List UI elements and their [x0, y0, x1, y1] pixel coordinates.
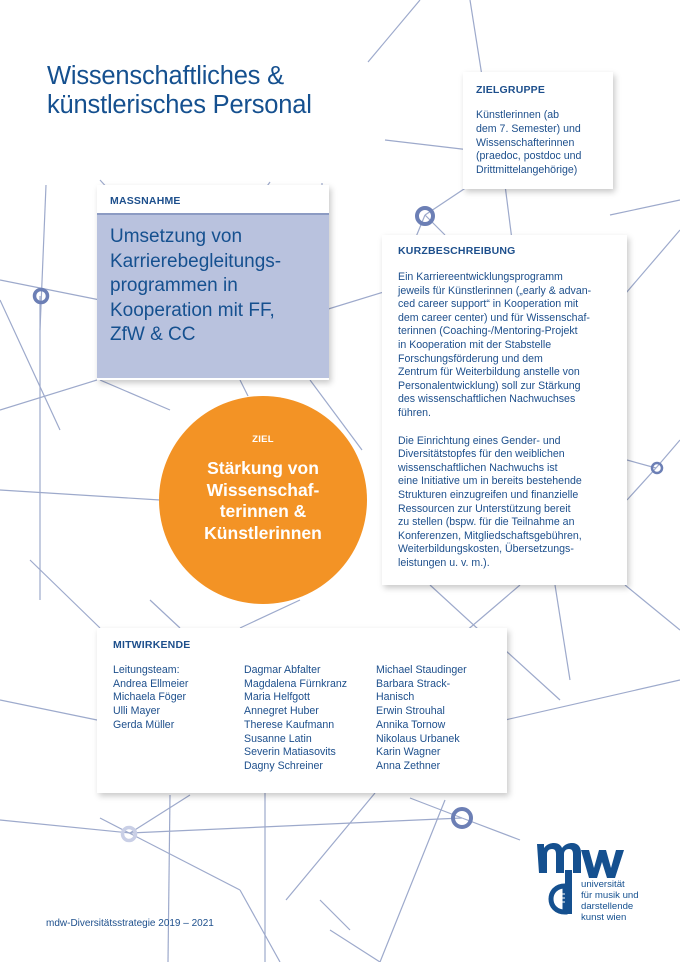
person-name: Nikolaus Urbanek — [376, 732, 460, 745]
mitwirkende-label: MITWIRKENDE — [113, 639, 191, 651]
massnahme-text: Umsetzung von Karrierebegleitungs- programmen in Kooperation mit FF, ZfW & CC — [97, 215, 329, 378]
footer-text: mdw-Diversitätsstrategie 2019 – 2021 — [46, 918, 214, 929]
person-name: Maria Helfgott — [244, 691, 310, 704]
mitwirkende-column — [376, 664, 496, 774]
person-name: Annegret Huber — [244, 705, 319, 718]
person-name: Annika Tornow — [376, 718, 446, 731]
zielgruppe-card — [463, 72, 613, 189]
person-name: Karin Wagner — [376, 746, 441, 759]
network-node — [652, 463, 662, 473]
person-name: Anna Zethner — [376, 759, 441, 772]
logo-text: universität für musik und darstellende kunst wien — [581, 879, 639, 923]
person-name: Gerda Müller — [113, 718, 175, 731]
massnahme-card — [97, 185, 329, 380]
person-name: Ulli Mayer — [113, 705, 161, 718]
mdw-logo — [535, 842, 639, 927]
person-name: Leitungsteam: — [113, 664, 180, 676]
ziel-circle — [159, 396, 367, 604]
kurzbeschreibung-card — [382, 235, 627, 585]
person-name: Dagmar Abfalter — [244, 664, 321, 676]
mitwirkende-column — [244, 664, 376, 774]
kurzbeschreibung-label: KURZBESCHREIBUNG — [398, 245, 516, 257]
person-name: Michaela Föger — [113, 691, 187, 704]
person-name: Severin Matiasovits — [244, 746, 336, 759]
mitwirkende-column — [113, 664, 244, 774]
ziel-text: Stärkung von Wissenschaf- terinnen & Künstlerinnen — [204, 458, 322, 543]
person-name: Magdalena Fürnkranz — [244, 677, 348, 690]
person-name: Erwin Strouhal — [376, 705, 445, 718]
massnahme-header — [97, 185, 329, 215]
mitwirkende-columns — [113, 664, 507, 774]
network-node — [123, 828, 136, 841]
person-name: Barbara Strack- — [376, 677, 451, 690]
person-name: Dagny Schreiner — [244, 759, 323, 772]
zielgruppe-label: ZIELGRUPPE — [476, 84, 546, 96]
ziel-label: ZIEL — [252, 434, 274, 445]
massnahme-label: MASSNAHME — [110, 195, 181, 207]
title-line-1: Wissenschaftliches & — [47, 62, 284, 90]
zielgruppe-text: Künstlerinnen (ab dem 7. Semester) und Wissenschafterinnen (praedoc, postdoc und Drittmittelangehörige) — [476, 109, 582, 177]
person-name: Michael Staudinger — [376, 664, 467, 676]
title-line-2: künstlerisches Personal — [47, 91, 312, 119]
mitwirkende-card — [97, 628, 507, 793]
person-name: Andrea Ellmeier — [113, 677, 189, 690]
kurzbeschreibung-paragraph: Ein Karriereentwicklungsprogramm jeweils für Künstlerinnen („early & advan- ced career support“ in Kooperation mit dem career center) und für Wissenschaf- terinnen (Coaching-/Mentoring-Projekt in Kooperation mit der Stabstelle Forschungsförderung und dem Zentrum für Weiterbildung anstelle von Personalentwicklung) soll zur Stärkung des wissenschaftlichen Nachwuchses führen. — [398, 271, 592, 419]
person-name: Susanne Latin — [244, 732, 312, 745]
person-name: Therese Kaufmann — [244, 718, 335, 731]
page-title — [47, 62, 312, 120]
kurzbeschreibung-paragraph: Die Einrichtung eines Gender- und Diversitätstopfes für den weiblichen wissenschaftlichen Nachwuchs ist eine Initiative um in bereits bestehende Strukturen einzugreifen und finanzielle Ressourcen zur Unterstützung bereit zu stellen (bspw. für die Teilnahme an Konferenzen, Mitgliedschaftsgebühren, Weiterbildungskosten, Übersetzungs- leistungen u. v. m.). — [398, 434, 582, 569]
person-name: Hanisch — [376, 691, 415, 704]
